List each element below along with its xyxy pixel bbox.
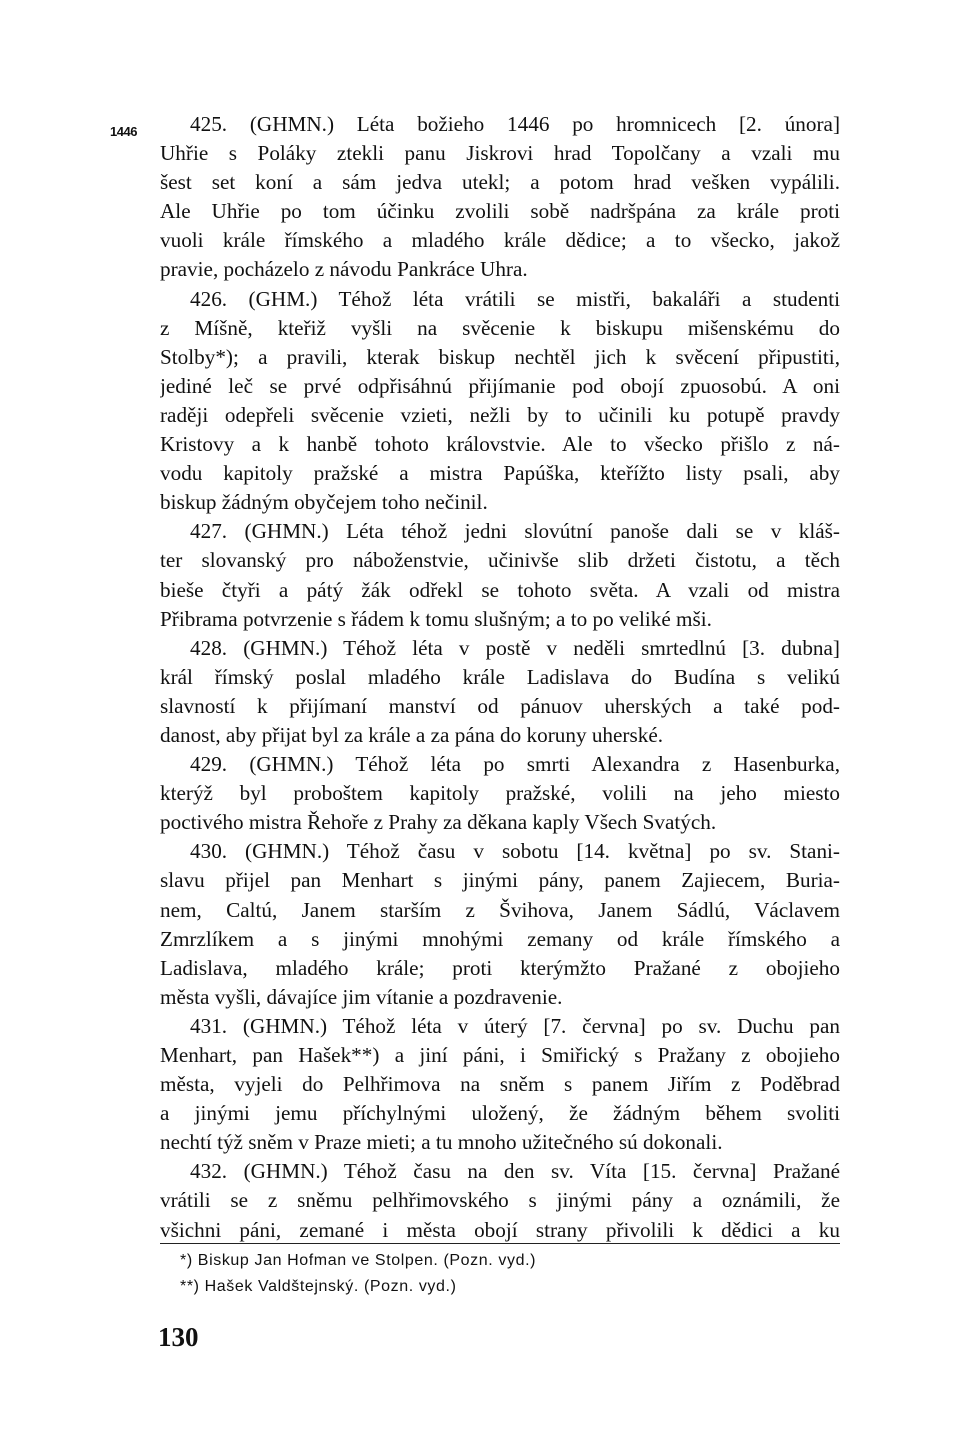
text-line: 429. (GHMN.) Téhož léta po smrti Alexandra z Hasenburka, (190, 752, 840, 777)
text-line: z Míšně, kteřiž vyšli na svěcenie k biskupu mišenskému do (160, 315, 840, 340)
main-text (160, 110, 840, 1245)
margin-year: 1446 (110, 124, 137, 139)
text-line: vodu kapitoly pražské a mistra Papúška, kteřížto listy psali, aby (160, 461, 840, 486)
text-line: vuoli krále římského a mladého krále dědice; a to všecko, jakož (160, 228, 840, 253)
text-line: Uhřie s Poláky ztekli panu Jiskrovi hrad Topolčany a vzali mu (160, 141, 840, 166)
footnotes (180, 1248, 820, 1300)
text-line: bieše čtyři a pátý žák odřekl se tohoto světa. A vzali od mistra (160, 577, 840, 602)
text-line: města vyšli, dávajíce jim vítanie a pozdravenie. (160, 984, 563, 1009)
text-line: Ladislava, mladého krále; proti kterýmžto Pražané z obojieho (160, 955, 840, 980)
text-line: Menhart, pan Hašek**) a jiní páni, i Smiřický s Pražany z obojieho (160, 1043, 840, 1067)
text-line: danost, aby přijat byl za krále a za pána do koruny uherské. (160, 722, 664, 747)
text-line: šest set koní a sám jedva utekl; a potom hrad vešken vypálili. (160, 170, 840, 195)
text-line: všichni páni, zemané i města obojí strany přivolili k dědici a ku (160, 1217, 840, 1242)
text-line: Kristovy a k hanbě tohoto královstvie. Ale to všecko přišlo z ná- (160, 432, 840, 457)
text-line: biskup žádným obyčejem toho nečinil. (160, 490, 488, 515)
text-line: ter slovanský pro náboženstvie, učinivše slib držeti čistotu, a těch (160, 548, 840, 573)
text-line: vrátili se z sněmu pelhřimovského s jinými pány a oznámili, že (160, 1188, 840, 1213)
text-line: slavu přijel pan Menhart s jinými pány, panem Zajiecem, Buria- (160, 868, 840, 893)
text-line: 426. (GHM.) Téhož léta vrátili se mistři, bakaláři a studenti (190, 286, 840, 311)
text-line: Stolby*); a pravili, kterak biskup nechtěl jich k svěcení připustiti, (160, 344, 840, 369)
text-line: poctivého mistra Řehoře z Prahy za děkana kaply Všech Svatých. (160, 810, 717, 835)
text-line: raději odepřeli svěcenie vzieti, nežli by to učinili ku potupě pravdy (160, 402, 840, 427)
text-line: města, vyjeli do Pelhřimova na sněm s panem Jiřím z Poděbrad (160, 1072, 840, 1097)
text-line: 425. (GHMN.) Léta božieho 1446 po hromnicech [2. února] (190, 112, 840, 136)
text-line: nechtí týž sněm v Praze mieti; a tu mnoho užitečného sú dokonali. (160, 1130, 723, 1155)
text-line: 428. (GHMN.) Téhož léta v postě v neděli smrtedlnú [3. dubna] (190, 635, 840, 660)
text-line: nem, Caltú, Janem starším z Švihova, Janem Sádlú, Václavem (160, 897, 840, 922)
footnote: *) Biskup Jan Hofman ve Stolpen. (Pozn. vyd.) (180, 1252, 537, 1269)
page-number: 130 (158, 1322, 199, 1352)
text-line: slavností k přijímaní manství od pánuov uherských a také pod- (160, 693, 840, 718)
footnote: **) Hašek Valdštejnský. (Pozn. vyd.) (180, 1278, 457, 1295)
footnote-rule (160, 1243, 840, 1244)
text-line: 431. (GHMN.) Téhož léta v úterý [7. června] po sv. Duchu pan (190, 1013, 840, 1038)
text-line: kterýž byl proboštem kapitoly pražské, volili na jeho miesto (160, 781, 840, 806)
text-line: Ale Uhřie po tom účinku zvolili sobě nadršpána za krále proti (160, 199, 840, 224)
text-line: 427. (GHMN.) Léta téhož jedni slovútní panoše dali se v kláš- (190, 519, 840, 544)
text-line: 430. (GHMN.) Téhož času v sobotu [14. května] po sv. Stani- (190, 839, 840, 864)
text-line: Přibrama potvrzenie s řádem k tomu slušným; a to po veliké mši. (160, 606, 712, 631)
text-line: Zmrzlíkem a s jinými mnohými zemany od krále římského a (160, 926, 840, 951)
text-line: král římský poslal mladého krále Ladislava do Budína s velikú (160, 664, 840, 689)
text-line: a jinými jemu příchylnými uložený, že žádným během svoliti (160, 1101, 840, 1126)
text-line: 432. (GHMN.) Téhož času na den sv. Víta [15. června] Pražané (190, 1159, 840, 1184)
text-line: jediné leč se prvé odpřisáhnú přijímanie pod obojí zpuosobú. A oni (160, 373, 840, 398)
text-line: pravie, pocházelo z návodu Pankráce Uhra. (160, 257, 528, 282)
